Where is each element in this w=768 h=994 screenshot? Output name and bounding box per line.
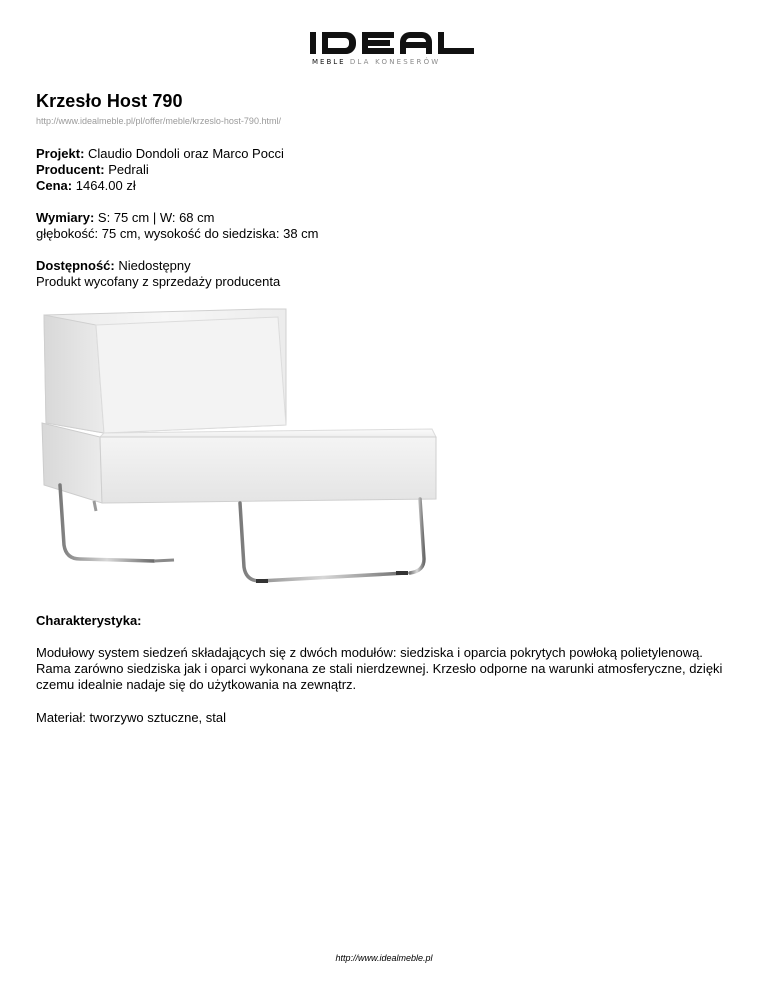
brand-logo xyxy=(310,30,480,70)
availability-note: Produkt wycofany z sprzedaży producenta xyxy=(36,274,281,289)
producent-label: Producent: xyxy=(36,162,105,177)
product-url[interactable]: http://www.idealmeble.pl/pl/offer/meble/krzeslo-host-790.html/ xyxy=(36,116,281,126)
availability-info xyxy=(36,258,280,290)
product-title: Krzesło Host 790 xyxy=(36,91,183,111)
chair-illustration xyxy=(34,305,454,595)
material-info: Materiał: tworzywo sztuczne, stal xyxy=(36,710,227,725)
availability-row xyxy=(36,258,280,274)
dimensions-info xyxy=(36,210,319,242)
product-info xyxy=(36,146,284,194)
logo-tagline-light: DLA KONESERÓW xyxy=(349,58,441,66)
producent-row xyxy=(36,162,284,178)
dimensions-detail: głębokość: 75 cm, wysokość do siedziska: 38 cm xyxy=(36,226,319,241)
projekt-value: Claudio Dondoli oraz Marco Pocci xyxy=(88,146,284,161)
logo-tagline xyxy=(312,58,440,66)
projekt-label: Projekt: xyxy=(36,146,85,161)
cena-label: Cena: xyxy=(36,178,73,193)
footer-url[interactable]: http://www.idealmeble.pl xyxy=(335,953,433,963)
wymiary-row xyxy=(36,210,319,226)
wymiary-value: S: 75 cm | W: 68 cm xyxy=(97,210,215,225)
projekt-row xyxy=(36,146,284,162)
wymiary-label: Wymiary: xyxy=(36,210,95,225)
characteristics-description: Modułowy system siedzeń składających się z dwóch modułów: siedziska i oparcia pokrytych powłoką polietylenową. Rama zarówno siedziska jak i oparci wykonana ze stali nierdzewnej. Krzesło odporne na warunki atmosferyczne, dzięki czemu idealnie nadaje się do użytkowania na zewnątrz. xyxy=(36,645,723,692)
availability-label: Dostępność: xyxy=(36,258,115,273)
producent-value: Pedrali xyxy=(108,162,149,177)
characteristics-heading: Charakterystyka: xyxy=(36,613,142,628)
cena-row xyxy=(36,178,284,194)
product-image xyxy=(34,305,454,595)
availability-value: Niedostępny xyxy=(118,258,191,273)
logo-tagline-dark: MEBLE xyxy=(312,58,346,66)
logo-wordmark xyxy=(310,30,476,56)
cena-value: 1464.00 zł xyxy=(75,178,136,193)
